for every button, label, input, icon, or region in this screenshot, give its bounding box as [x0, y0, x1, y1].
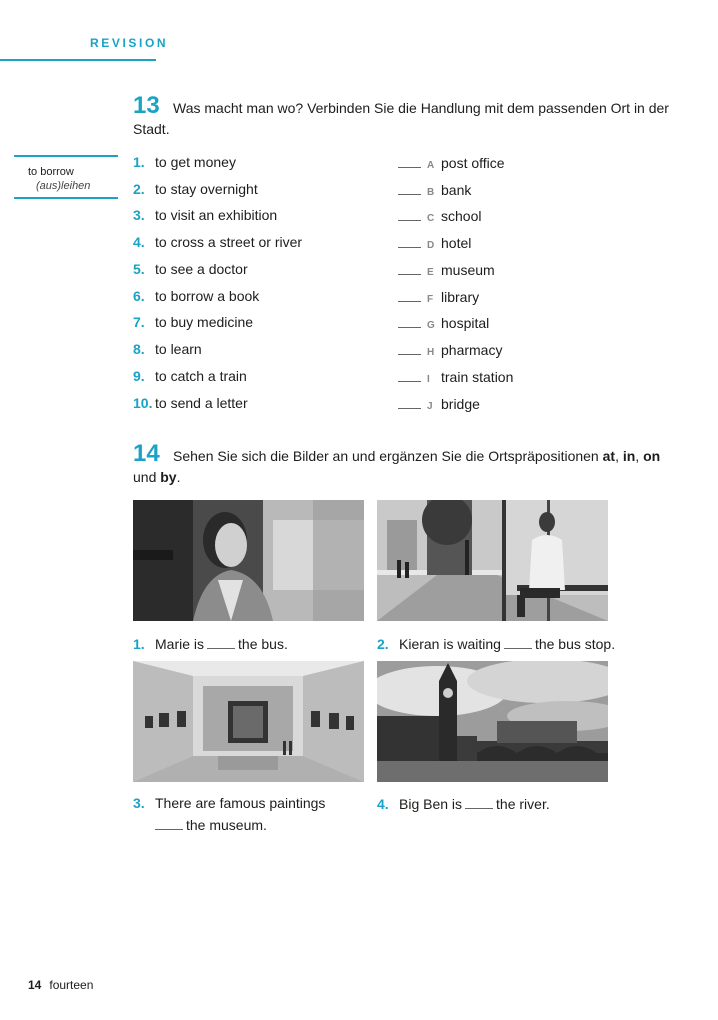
- action-item: [133, 207, 277, 223]
- instruction-text: Sehen Sie sich die Bilder an und ergänzen Sie die Ortspräpositionen: [173, 448, 599, 464]
- place-letter: C: [427, 213, 435, 224]
- answer-blank[interactable]: [398, 341, 421, 355]
- place-letter: I: [427, 374, 430, 385]
- answer-blank[interactable]: [398, 234, 421, 248]
- instruction-und: und: [133, 469, 157, 485]
- separator: ,: [635, 448, 644, 464]
- sentence-before: Marie is: [155, 636, 205, 652]
- place-text: post office: [441, 155, 505, 171]
- page-number-word: fourteen: [49, 978, 94, 992]
- action-text: to borrow a book: [155, 288, 260, 304]
- sentence-3: [133, 795, 325, 811]
- action-item: [133, 181, 258, 197]
- sentence-number: 2.: [377, 636, 389, 652]
- answer-blank[interactable]: [155, 816, 183, 830]
- answer-blank[interactable]: [207, 635, 235, 649]
- sentence-number: 1.: [133, 636, 145, 652]
- place-letter: D: [427, 240, 435, 251]
- place-text: hotel: [441, 235, 472, 251]
- action-number: 5.: [133, 261, 145, 277]
- action-text: to stay overnight: [155, 181, 258, 197]
- place-text: bank: [441, 182, 472, 198]
- answer-blank[interactable]: [398, 261, 421, 275]
- photo-museum-gallery: [133, 661, 364, 782]
- action-item: [133, 395, 248, 411]
- place-item: [398, 288, 479, 305]
- answer-blank[interactable]: [398, 181, 421, 195]
- preposition-at: at: [602, 448, 616, 464]
- sentence-2: [377, 635, 615, 652]
- page-footer: [28, 978, 93, 992]
- photo-big-ben: [377, 661, 608, 782]
- place-letter: F: [427, 294, 434, 305]
- place-letter: G: [427, 320, 435, 331]
- page-number: 14: [28, 978, 42, 992]
- answer-blank[interactable]: [398, 368, 421, 382]
- exercise-13-instruction-line2: Stadt.: [133, 121, 170, 137]
- instruction-end: .: [176, 469, 181, 485]
- answer-blank[interactable]: [398, 314, 421, 328]
- action-number: 4.: [133, 234, 145, 250]
- place-text: pharmacy: [441, 342, 503, 358]
- preposition-on: on: [643, 448, 661, 464]
- answer-blank[interactable]: [398, 288, 421, 302]
- place-letter: B: [427, 187, 435, 198]
- photo-woman-on-bus: [133, 500, 364, 621]
- place-item: [398, 395, 480, 412]
- sentence-1: [133, 635, 288, 652]
- place-item: [398, 207, 481, 224]
- place-text: school: [441, 208, 482, 224]
- place-item: [398, 341, 502, 358]
- place-letter: J: [427, 401, 433, 412]
- action-item: [133, 368, 247, 384]
- preposition-by: by: [160, 469, 177, 485]
- action-text: to send a letter: [155, 395, 248, 411]
- action-number: 10.: [133, 395, 153, 411]
- answer-blank[interactable]: [398, 207, 421, 221]
- sentence-3-line2: [155, 816, 267, 833]
- section-label: REVISION: [90, 36, 169, 50]
- sentence-number: 3.: [133, 795, 145, 811]
- place-text: bridge: [441, 396, 480, 412]
- answer-blank[interactable]: [465, 795, 493, 809]
- place-item: [398, 181, 471, 198]
- exercise-14-instruction-line1: [173, 446, 660, 467]
- photo-man-at-bus-stop: [377, 500, 608, 621]
- action-item: [133, 341, 202, 357]
- separator: ,: [615, 448, 623, 464]
- header-rule: [0, 59, 156, 61]
- sentence-4: [377, 795, 550, 812]
- answer-blank[interactable]: [398, 154, 421, 168]
- place-letter: H: [427, 347, 435, 358]
- action-text: to see a doctor: [155, 261, 248, 277]
- action-number: 7.: [133, 314, 145, 330]
- sentence-after: the river.: [496, 796, 550, 812]
- place-item: [398, 314, 489, 331]
- place-item: [398, 261, 495, 278]
- place-letter: E: [427, 267, 434, 278]
- preposition-in: in: [622, 448, 636, 464]
- sentence-before: Big Ben is: [399, 796, 463, 812]
- action-number: 3.: [133, 207, 145, 223]
- action-number: 6.: [133, 288, 145, 304]
- place-letter: A: [427, 160, 435, 171]
- action-item: [133, 288, 259, 304]
- exercise-13-number: 13: [133, 92, 160, 119]
- sentence-after: the museum.: [186, 817, 267, 833]
- action-text: to buy medicine: [155, 314, 254, 330]
- action-number: 8.: [133, 341, 145, 357]
- place-text: train station: [441, 369, 514, 385]
- exercise-14-number: 14: [133, 440, 160, 467]
- action-text: to catch a train: [155, 368, 247, 384]
- sentence-after: the bus.: [238, 636, 288, 652]
- action-text: to visit an exhibition: [155, 207, 278, 223]
- place-text: library: [441, 289, 480, 305]
- place-text: hospital: [441, 315, 490, 331]
- action-item: [133, 261, 248, 277]
- place-text: museum: [441, 262, 495, 278]
- sentence-before: There are famous paintings: [155, 795, 326, 811]
- sentence-after: the bus stop.: [534, 636, 616, 652]
- action-number: 2.: [133, 181, 145, 197]
- action-number: 1.: [133, 154, 145, 170]
- place-item: [398, 368, 513, 385]
- exercise-14-instruction-line2: [133, 467, 180, 488]
- action-text: to get money: [155, 154, 236, 170]
- sentence-before: Kieran is waiting: [399, 636, 501, 652]
- sentence-number: 4.: [377, 796, 389, 812]
- vocabulary-gloss: [14, 155, 118, 199]
- action-text: to cross a street or river: [155, 234, 303, 250]
- action-number: 9.: [133, 368, 145, 384]
- action-item: [133, 154, 236, 170]
- place-item: [398, 154, 505, 171]
- action-text: to learn: [155, 341, 202, 357]
- place-item: [398, 234, 471, 251]
- exercise-13-instruction-line1: Was macht man wo? Verbinden Sie die Handlung mit dem passenden Ort in der: [173, 100, 669, 116]
- gloss-translation: (aus)leihen: [36, 180, 91, 192]
- answer-blank[interactable]: [504, 635, 532, 649]
- answer-blank[interactable]: [398, 395, 421, 409]
- action-item: [133, 234, 302, 250]
- gloss-term: to borrow: [28, 166, 74, 178]
- action-item: [133, 314, 253, 330]
